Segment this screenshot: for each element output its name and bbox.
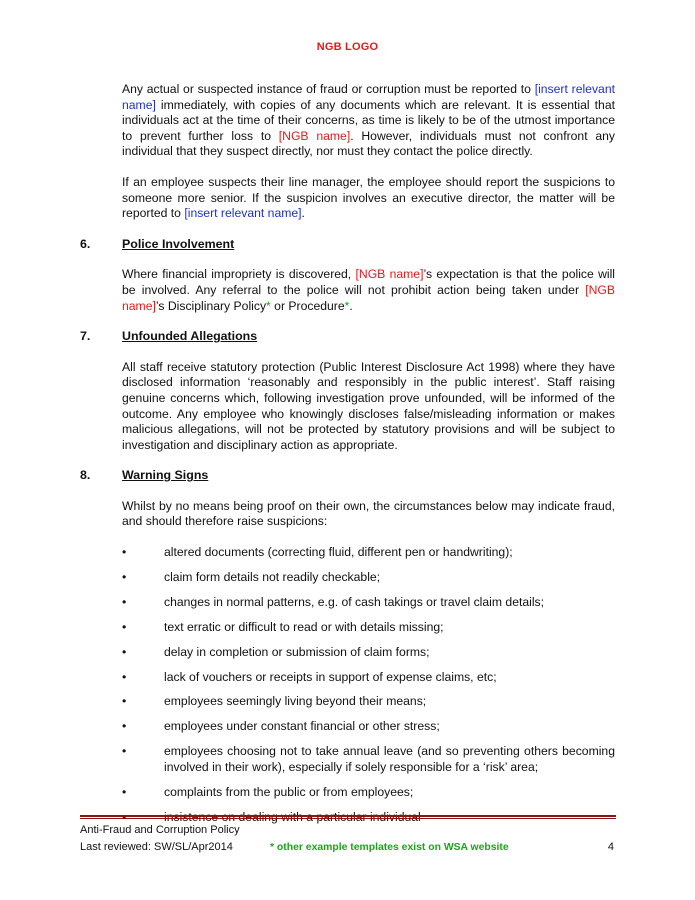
ngb-logo: NGB LOGO — [316, 41, 379, 53]
text: immediately, with copies of any documents which are relevant. It is essential that individuals act at the time of their concerns, as time is likely to be of the utmost importance to prevent further loss to — [122, 97, 615, 143]
text: or Procedure — [270, 298, 345, 313]
section-title: Unfounded Allegations — [122, 329, 258, 344]
bullet: • — [122, 619, 127, 634]
page-footer — [80, 822, 616, 856]
bullet: • — [122, 694, 127, 709]
asterisk: * — [270, 842, 275, 853]
bullet: • — [122, 784, 127, 799]
list-item-text: altered documents (correcting fluid, different pen or handwriting); — [164, 545, 513, 560]
footer-rule-thin — [80, 818, 616, 819]
section-number: 7. — [80, 329, 91, 344]
placeholder-ngb-name: [NGB name] — [278, 128, 351, 143]
list-item — [122, 719, 615, 735]
list-item-text: text erratic or difficult to read or with details missing; — [164, 619, 444, 634]
footer-note-text: other example templates exist on WSA website — [274, 842, 509, 853]
placeholder-ngb-name: [NGB name] — [122, 282, 615, 313]
section-title: Warning Signs — [122, 468, 209, 483]
list-item — [122, 545, 615, 561]
section-number: 6. — [80, 236, 91, 251]
footer-rule — [80, 815, 616, 817]
list-item — [122, 620, 615, 636]
bullet: • — [122, 644, 127, 659]
list-item — [122, 570, 615, 586]
section-6-paragraph — [122, 267, 615, 314]
text: ’s expectation is that the police will be involved. Any referral to the police will not prohibit action being taken under — [122, 267, 615, 297]
bullet: • — [122, 669, 127, 684]
list-item — [122, 645, 615, 661]
list-item — [122, 744, 615, 775]
section-7-paragraph: All staff receive statutory protection (Public Interest Disclosure Act 1998) where they have disclosed information ‘reasonably and responsibly in the public interest’. Staff raising genuine concerns which, following investigation prove unfounded, will be informed of the outcome. Any employee who knowingly discloses false/misleading information or makes malicious allegations, will not be protected by statutory provisions and will be subject to investigation and disciplinary action as appropriate. — [122, 359, 615, 452]
text: Any actual or suspected instance of fraud or corruption must be reported to — [122, 82, 535, 96]
bullet: • — [122, 545, 127, 560]
list-item-text: lack of vouchers or receipts in support of expense claims, etc; — [164, 669, 497, 684]
list-item-text: delay in completion or submission of claim forms; — [164, 644, 430, 659]
text: . — [301, 206, 305, 221]
list-item-text: changes in normal patterns, e.g. of cash takings or travel claim details; — [164, 594, 545, 609]
list-item-text: claim form details not readily checkable; — [164, 569, 381, 584]
asterisk: * — [344, 298, 350, 313]
footer-note — [270, 839, 509, 856]
bullet: • — [122, 569, 127, 584]
list-item — [122, 670, 615, 686]
section-8-paragraph: Whilst by no means being proof on their own, the circumstances below may indicate fraud, and should therefore raise suspicions: — [122, 498, 615, 529]
footer-last-reviewed: Last reviewed: SW/SL/Apr2014 — [80, 841, 233, 853]
text: . — [349, 298, 353, 313]
list-item — [122, 694, 615, 710]
intro-paragraph-2 — [122, 175, 615, 222]
intro-paragraph-1 — [122, 82, 615, 160]
text: ’s Disciplinary Policy — [155, 298, 267, 313]
placeholder-relevant-name: [insert relevant name] — [122, 82, 615, 112]
bullet: • — [122, 744, 127, 759]
section-8-heading — [80, 468, 615, 484]
page-number: 4 — [607, 841, 614, 853]
section-7-heading — [80, 329, 615, 345]
asterisk: * — [266, 298, 271, 313]
bullet: • — [122, 594, 127, 609]
bullet: • — [122, 719, 127, 734]
text: . However, individuals must not confront any individual that they suspect directly, nor must they contact the police directly. — [122, 128, 616, 159]
section-6-heading — [80, 237, 615, 253]
list-item-text: complaints from the public or from employees; — [164, 784, 414, 799]
footer-policy-title: Anti-Fraud and Corruption Policy — [80, 824, 240, 836]
warning-signs-list — [122, 545, 615, 825]
section-title: Police Involvement — [122, 236, 235, 251]
text: Where financial impropriety is discovered, — [122, 267, 356, 282]
list-item — [122, 785, 615, 801]
list-item-text: employees seemingly living beyond their means; — [164, 694, 427, 709]
document-body — [80, 82, 615, 834]
text: If an employee suspects their line manager, the employee should report the suspicions to someone more senior. If the suspicion involves an executive director, the matter will be reported to — [122, 174, 615, 221]
placeholder-relevant-name: [insert relevant name] — [184, 206, 302, 221]
list-item-text: employees choosing not to take annual leave (and so preventing others becoming involved in their work), especially if solely responsible for a ‘risk’ area; — [164, 744, 615, 774]
list-item — [122, 595, 615, 611]
list-item-text: employees under constant financial or other stress; — [164, 719, 440, 734]
section-number: 8. — [80, 468, 91, 483]
placeholder-ngb-name: [NGB name] — [355, 267, 424, 282]
